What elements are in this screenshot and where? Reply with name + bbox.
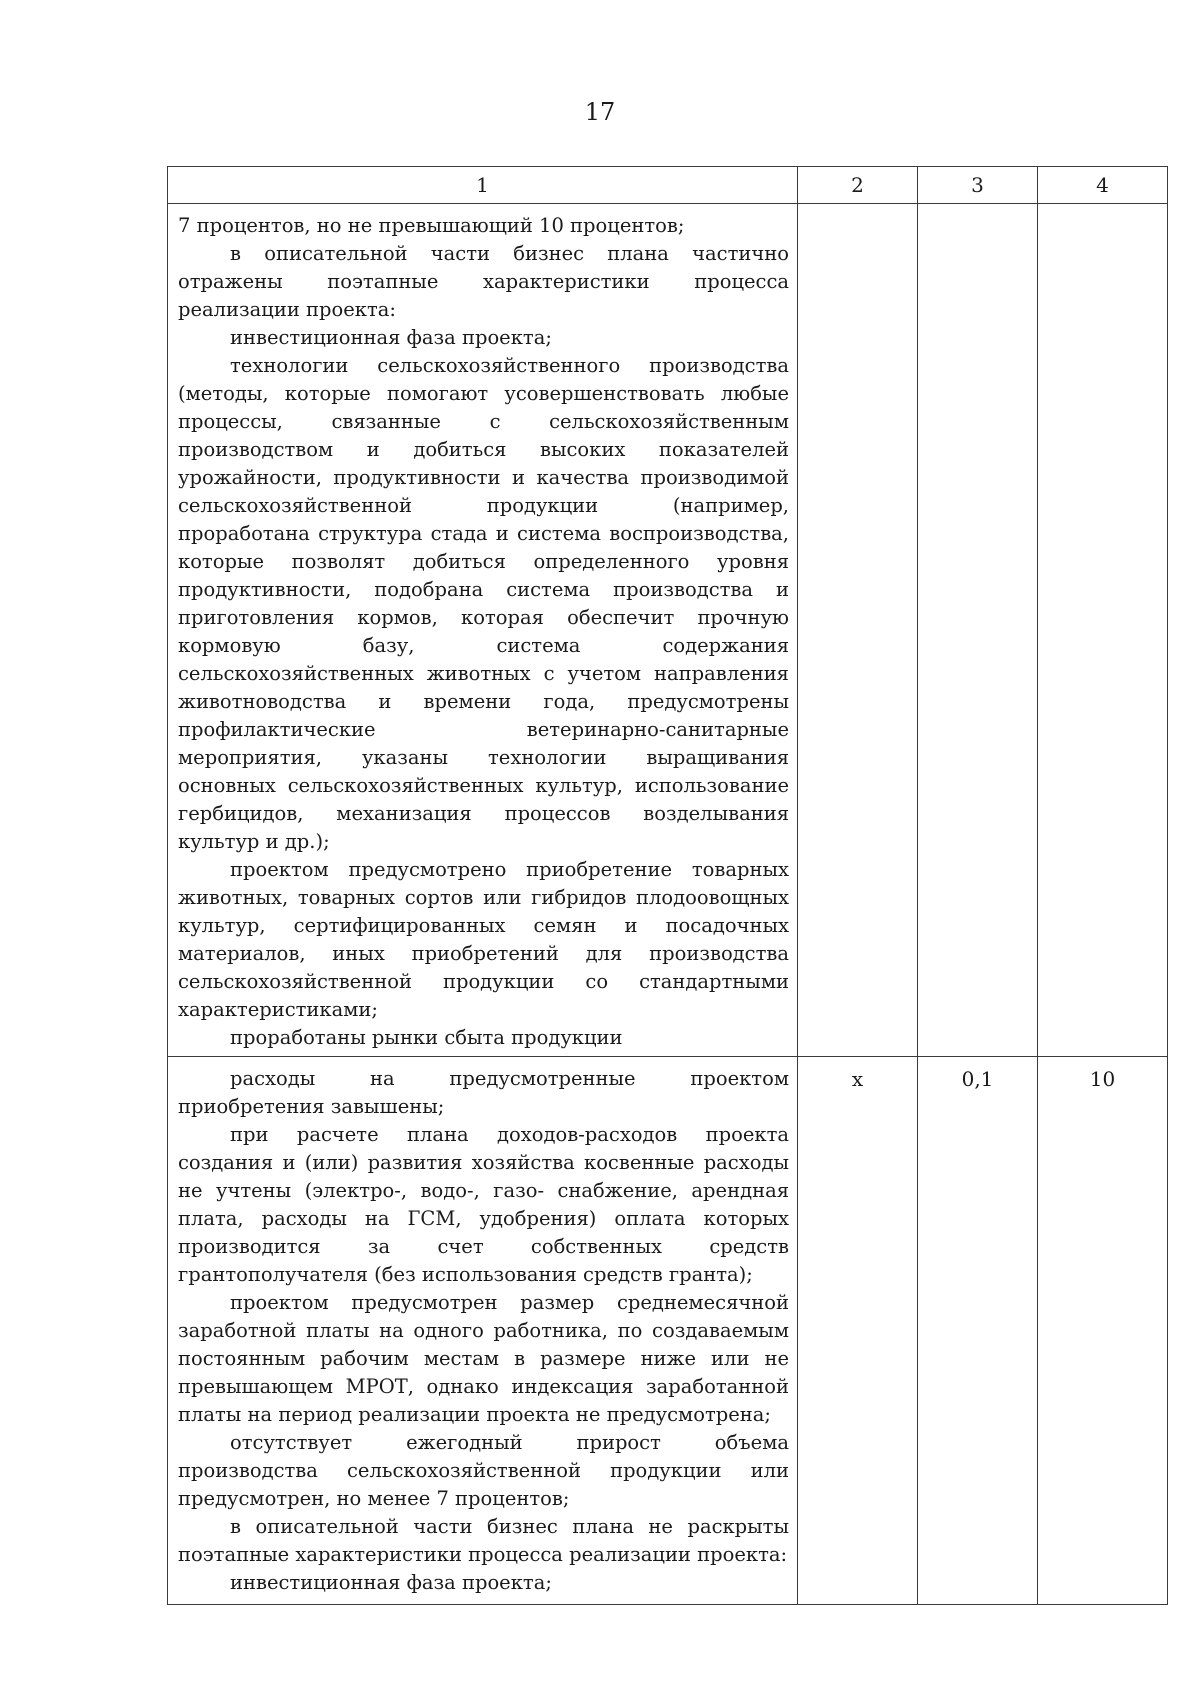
row1-paragraph-5: проектом предусмотрено приобретение товарных животных, товарных сортов или гибридов плодоовощных культур, сертифицированных семян и посадочных материалов, иных приобретений для производства сельскохозяйственной продукции со стандартными характеристиками; (178, 858, 789, 1021)
row2-col4-cell: 10 (1038, 1057, 1168, 1605)
criteria-table (167, 166, 1168, 1605)
table-header-row (168, 167, 1168, 204)
row2-paragraph-3: проектом предусмотрен размер среднемесячной заработной платы на одного работника, по создаваемым постоянным рабочим местам в размере ниже или не превышающем МРОТ, однако индексация заработанной платы на период реализации проекта не предусмотрена; (178, 1291, 789, 1426)
row2-paragraph-5: в описательной части бизнес плана не раскрыты поэтапные характеристики процесса реализации проекта: (178, 1515, 789, 1566)
row1-paragraph-1: 7 процентов, но не превышающий 10 процентов; (178, 214, 685, 237)
header-col-4: 4 (1038, 167, 1168, 204)
row2-col2-cell: х (798, 1057, 918, 1605)
header-col-2: 2 (798, 167, 918, 204)
row2-paragraph-4: отсутствует ежегодный прирост объема производства сельскохозяйственной продукции или предусмотрен, но менее 7 процентов; (178, 1431, 789, 1510)
table-row (168, 204, 1168, 1057)
table-row (168, 1057, 1168, 1605)
row2-paragraph-2: при расчете плана доходов-расходов проекта создания и (или) развития хозяйства косвенные расходы не учтены (электро-, водо-, газо- снабжение, арендная плата, расходы на ГСМ, удобрения) оплата которых производится за счет собственных средств грантополучателя (без использования средств гранта); (178, 1123, 789, 1286)
header-col-3: 3 (918, 167, 1038, 204)
row2-paragraph-1: расходы на предусмотренные проектом приобретения завышены; (178, 1067, 789, 1118)
row1-paragraph-2: в описательной части бизнес плана частично отражены поэтапные характеристики процесса реализации проекта: (178, 242, 789, 321)
row2-col3-cell: 0,1 (918, 1057, 1038, 1605)
row1-description-cell (168, 204, 798, 1057)
row1-col4-cell (1038, 204, 1168, 1057)
row2-description-cell (168, 1057, 798, 1605)
row1-paragraph-4: технологии сельскохозяйственного производства (методы, которые помогают усовершенствовать любые процессы, связанные с сельскохозяйственным производством и добиться высоких показателей урожайности, продуктивности и качества производимой сельскохозяйственной продукции (например, проработана структура стада и система воспроизводства, которые позволят добиться определенного уровня продуктивности, подобрана система производства и приготовления кормов, которая обеспечит прочную кормовую базу, система содержания сельскохозяйственных животных с учетом направления животноводства и времени года, предусмотрены профилактические ветеринарно-санитарные мероприятия, указаны технологии выращивания основных сельскохозяйственных культур, использование гербицидов, механизация процессов возделывания культур и др.); (178, 354, 789, 853)
row1-col3-cell (918, 204, 1038, 1057)
row1-col2-cell (798, 204, 918, 1057)
row1-paragraph-6: проработаны рынки сбыта продукции (230, 1026, 623, 1049)
page-number: 17 (584, 98, 616, 126)
row1-paragraph-3: инвестиционная фаза проекта; (230, 326, 552, 349)
header-col-1: 1 (168, 167, 798, 204)
row2-paragraph-6: инвестиционная фаза проекта; (230, 1571, 552, 1594)
